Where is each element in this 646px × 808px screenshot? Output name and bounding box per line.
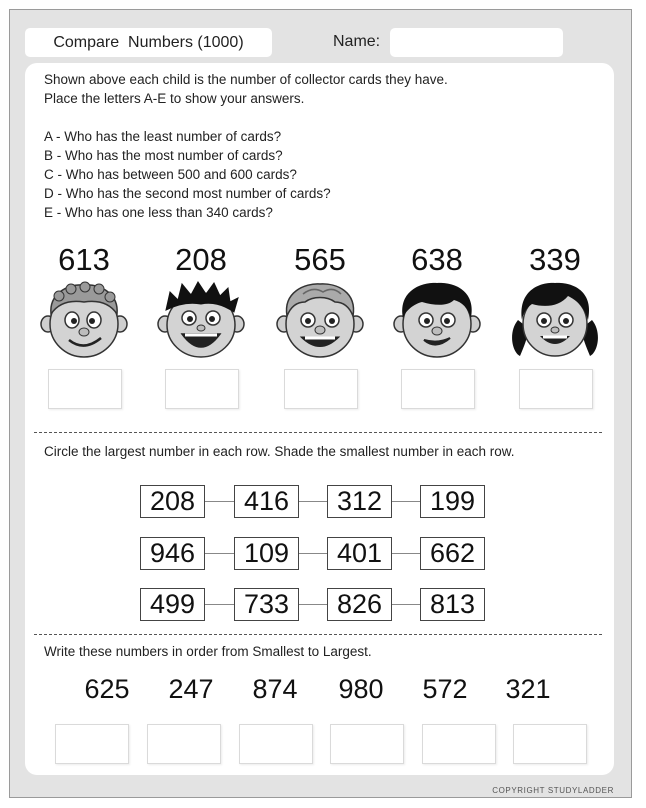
card-count: 638 — [411, 242, 463, 277]
order-answer-box-1[interactable] — [55, 724, 129, 764]
child-5 — [500, 242, 610, 360]
divider-2 — [34, 634, 602, 635]
black-hair-boy-face-icon — [392, 280, 482, 360]
order-answer-box-4[interactable] — [330, 724, 404, 764]
order-number: 321 — [505, 674, 551, 704]
worksheet-title — [25, 28, 272, 57]
number-box[interactable]: 499 — [140, 588, 205, 621]
question-d: D - Who has the second most number of cards? — [44, 186, 331, 201]
number-box[interactable]: 199 — [420, 485, 485, 518]
number-box[interactable]: 826 — [327, 588, 392, 621]
spiky-hair-boy-face-icon — [156, 280, 246, 360]
divider-1 — [34, 432, 602, 433]
copyright-text: COPYRIGHT STUDYLADDER — [492, 786, 614, 795]
number-box[interactable]: 208 — [140, 485, 205, 518]
number-box[interactable]: 109 — [234, 537, 299, 570]
title-text: Compare Numbers (1000) — [53, 33, 244, 51]
question-e: E - Who has one less than 340 cards? — [44, 205, 273, 220]
section3-instruction: Write these numbers in order from Smallest to Largest. — [44, 644, 372, 659]
card-count: 208 — [175, 242, 227, 277]
wavy-hair-boy-face-icon — [275, 280, 365, 360]
number-box[interactable]: 813 — [420, 588, 485, 621]
child-1 — [29, 242, 139, 360]
order-number: 874 — [252, 674, 298, 704]
number-box[interactable]: 946 — [140, 537, 205, 570]
order-answer-box-5[interactable] — [422, 724, 496, 764]
intro-line-1: Shown above each child is the number of collector cards they have. — [44, 72, 448, 87]
section2-instruction: Circle the largest number in each row. Shade the smallest number in each row. — [44, 444, 515, 459]
order-answer-box-6[interactable] — [513, 724, 587, 764]
intro-line-2: Place the letters A-E to show your answers. — [44, 91, 305, 106]
answer-box-3[interactable] — [284, 369, 358, 409]
order-number: 247 — [168, 674, 214, 704]
card-count: 565 — [294, 242, 346, 277]
child-2 — [146, 242, 256, 360]
card-count: 339 — [529, 242, 581, 277]
child-3 — [265, 242, 375, 360]
name-field[interactable] — [390, 28, 563, 57]
order-answer-box-2[interactable] — [147, 724, 221, 764]
number-box[interactable]: 312 — [327, 485, 392, 518]
question-a: A - Who has the least number of cards? — [44, 129, 282, 144]
order-answer-box-3[interactable] — [239, 724, 313, 764]
number-box[interactable]: 416 — [234, 485, 299, 518]
order-number: 625 — [84, 674, 130, 704]
curly-hair-boy-face-icon — [39, 280, 129, 360]
child-4 — [382, 242, 492, 360]
question-c: C - Who has between 500 and 600 cards? — [44, 167, 297, 182]
answer-box-1[interactable] — [48, 369, 122, 409]
answer-box-4[interactable] — [401, 369, 475, 409]
number-box[interactable]: 662 — [420, 537, 485, 570]
number-box[interactable]: 401 — [327, 537, 392, 570]
pigtails-girl-face-icon — [510, 280, 600, 360]
order-number: 572 — [422, 674, 468, 704]
answer-box-2[interactable] — [165, 369, 239, 409]
answer-box-5[interactable] — [519, 369, 593, 409]
name-label: Name: — [333, 33, 381, 50]
order-number: 980 — [338, 674, 384, 704]
card-count: 613 — [58, 242, 110, 277]
question-b: B - Who has the most number of cards? — [44, 148, 283, 163]
number-box[interactable]: 733 — [234, 588, 299, 621]
